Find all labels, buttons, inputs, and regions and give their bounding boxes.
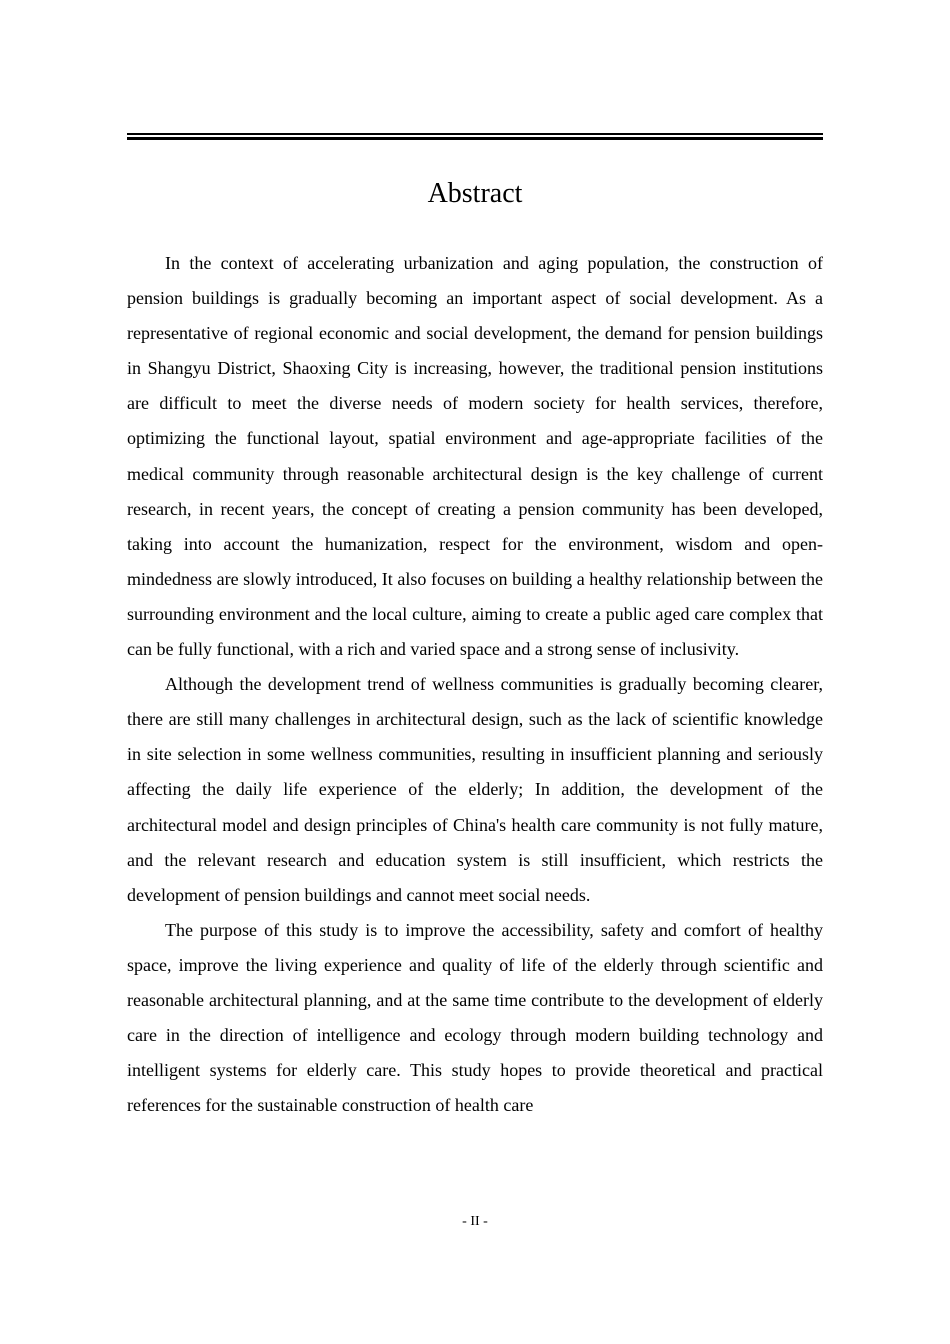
page-number: - II - bbox=[462, 1214, 488, 1229]
abstract-body bbox=[127, 246, 823, 1123]
paragraph-3: The purpose of this study is to improve the accessibility, safety and comfort of healthy space, improve the living experience and quality of life of the elderly through scientific and reasonable architectural planning, and at the same time contribute to the development of elderly care in the direction of intelligence and ecology through modern building technology and intelligent systems for elderly care. This study hopes to provide theoretical and practical references for the sustainable construction of health care bbox=[127, 919, 823, 1116]
page-title: Abstract bbox=[427, 178, 523, 209]
header-rule-thin bbox=[127, 133, 823, 135]
paragraph-1: In the context of accelerating urbanization and aging population, the construction of pension buildings is gradually becoming an important aspect of social development. As a representative of regional economic and social development, the demand for pension buildings in Shangyu District, Shaoxing City is increasing, however, the traditional pension institutions are difficult to meet the diverse needs of modern society for health services, therefore, optimizing the functional layout, spatial environment and age-appropriate facilities of the medical community through reasonable architectural design is the key challenge of current research, in recent years, the concept of creating a pension community has been developed, taking into account the humanization, respect for the environment, wisdom and open-mindedness are slowly introduced, It also focuses on building a healthy relationship between the surrounding environment and the local culture, aiming to create a public aged care complex that can be fully functional, with a rich and varied space and a strong sense of inclusivity. bbox=[127, 253, 823, 660]
paragraph-2: Although the development trend of wellness communities is gradually becoming clearer, there are still many challenges in architectural design, such as the lack of scientific knowledge in site selection in some wellness communities, resulting in insufficient planning and seriously affecting the daily life experience of the elderly; In addition, the development of the architectural model and design principles of China's health care community is not fully mature, and the relevant research and education system is still insufficient, which restricts the development of pension buildings and cannot meet social needs. bbox=[127, 674, 823, 905]
header-rule-thick bbox=[127, 137, 823, 140]
